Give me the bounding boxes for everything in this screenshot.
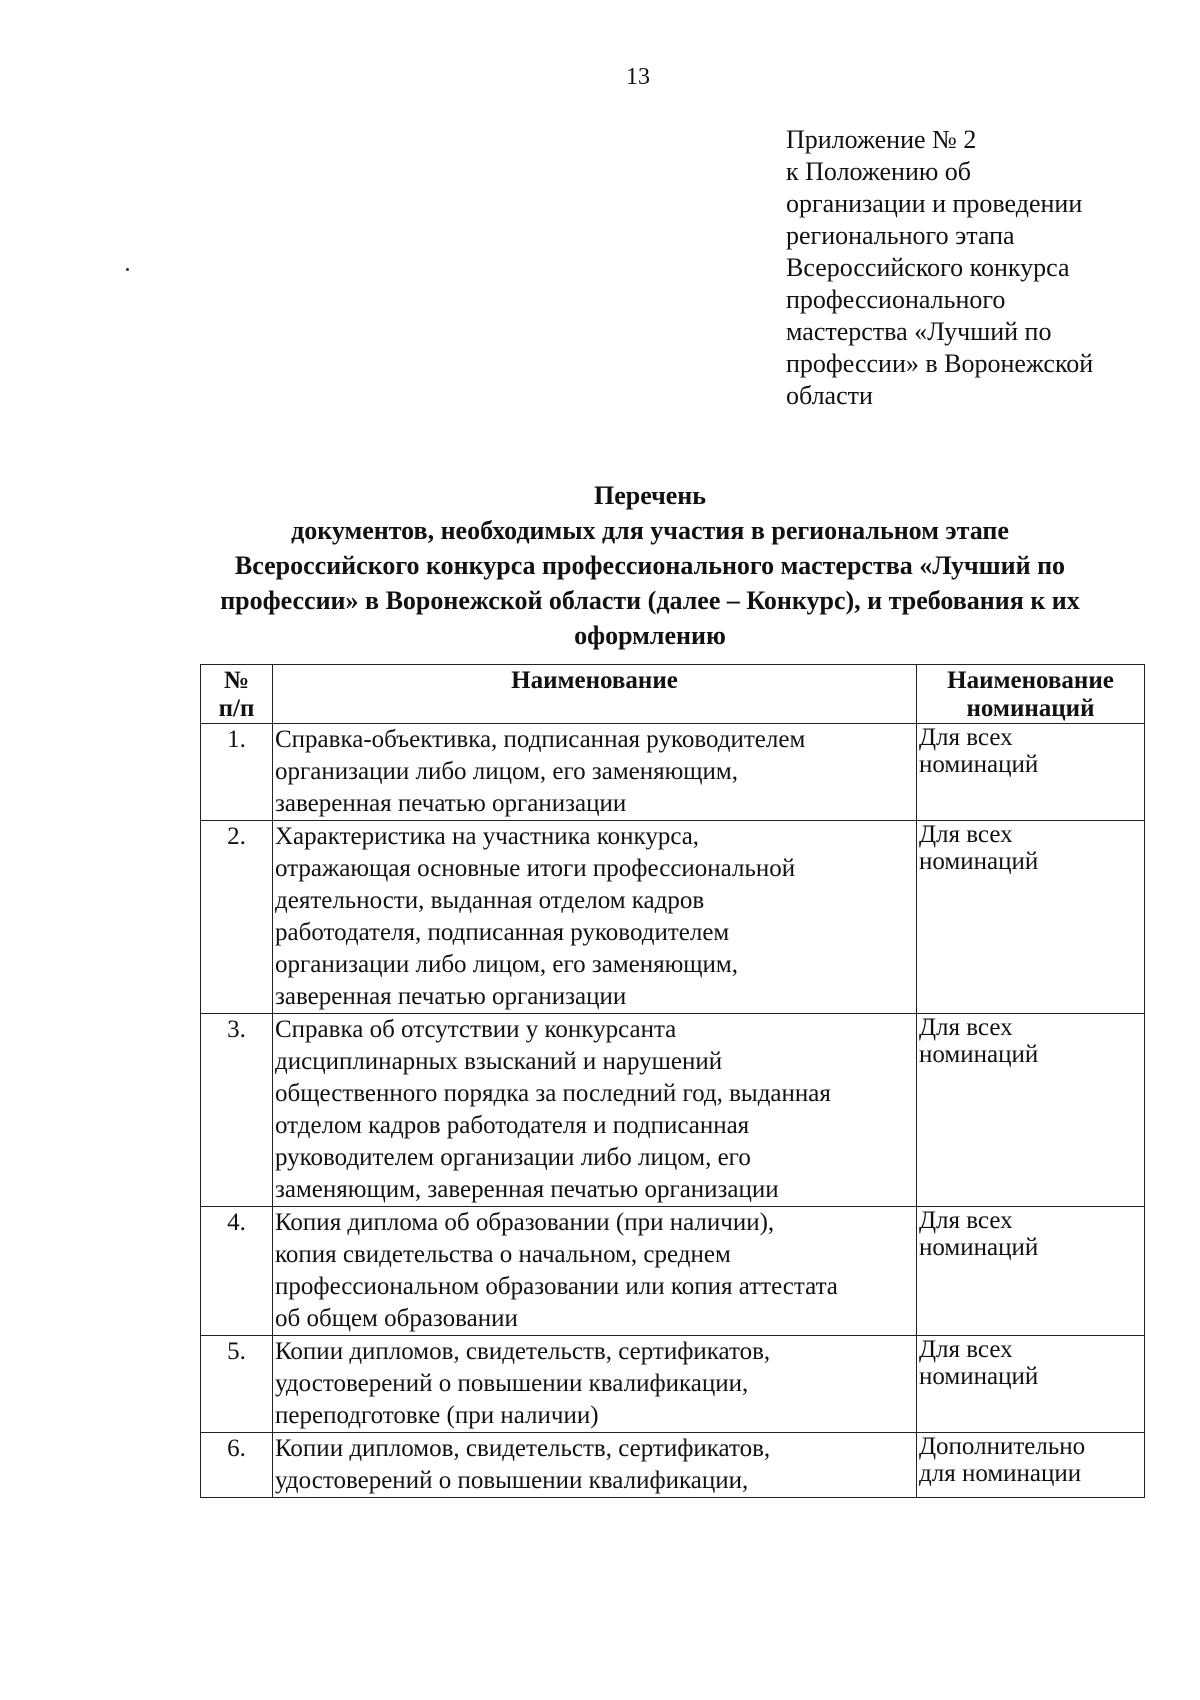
document-name-line: Копия диплома об образовании (при наличии), xyxy=(275,1209,775,1236)
document-name-line: профессиональном образовании или копия аттестата xyxy=(275,1273,838,1300)
document-name xyxy=(273,1336,917,1433)
title-line: профессии» в Воронежской области (далее – Конкурс), и требования к их xyxy=(220,586,1080,615)
document-name-line: Характеристика на участника конкурса, xyxy=(275,823,700,850)
nomination xyxy=(917,1433,1145,1498)
page-number: 13 xyxy=(626,64,650,90)
nomination-line: номинаций xyxy=(919,1041,1039,1068)
row-number: 2. xyxy=(201,821,273,1014)
header-name xyxy=(273,665,917,724)
appendix-reference xyxy=(786,124,1166,412)
nomination xyxy=(917,821,1145,1014)
nomination xyxy=(917,1336,1145,1433)
table-row xyxy=(201,1207,1145,1336)
document-title xyxy=(150,478,1150,653)
nomination xyxy=(917,1207,1145,1336)
nomination-line: для номинации xyxy=(919,1460,1082,1487)
document-name xyxy=(273,821,917,1014)
title-line: Всероссийского конкурса профессионального мастерства «Лучший по xyxy=(234,551,1066,580)
document-name-line: переподготовке (при наличии) xyxy=(275,1402,599,1429)
nomination-line: номинаций xyxy=(919,1363,1039,1390)
document-name-line: заверенная печатью организации xyxy=(275,790,627,817)
appendix-line: регионального этапа xyxy=(786,221,1015,250)
header-number-line: № xyxy=(223,667,250,694)
document-name-line: работодателя, подписанная руководителем xyxy=(275,919,730,946)
nomination-line: Для всех xyxy=(919,1014,1013,1041)
document-name-line: заменяющим, заверенная печатью организации xyxy=(275,1176,779,1203)
document-name xyxy=(273,1433,917,1498)
appendix-line: мастерства «Лучший по xyxy=(786,317,1052,346)
appendix-line: области xyxy=(786,381,873,410)
title-line: оформлению xyxy=(574,621,726,650)
row-number: 6. xyxy=(201,1433,273,1498)
appendix-line: к Положению об xyxy=(786,157,972,186)
nomination xyxy=(917,724,1145,821)
nomination-line: Для всех xyxy=(919,1336,1013,1363)
nomination-line: Для всех xyxy=(919,1207,1013,1234)
document-name-line: Копии дипломов, свидетельств, сертификатов, xyxy=(275,1338,771,1365)
document-name-line: организации либо лицом, его заменяющим, xyxy=(275,758,738,785)
scan-artifact-dot xyxy=(126,268,129,271)
table-body xyxy=(201,724,1145,1498)
nomination-line: номинаций xyxy=(919,1234,1039,1261)
document-name-line: Справка об отсутствии у конкурсанта xyxy=(275,1016,677,1043)
appendix-line: организации и проведении xyxy=(786,189,1083,218)
document-name-line: организации либо лицом, его заменяющим, xyxy=(275,951,738,978)
table-row xyxy=(201,1433,1145,1498)
table-row xyxy=(201,1336,1145,1433)
appendix-line: Всероссийского конкурса xyxy=(786,253,1070,282)
header-name-label: Наименование xyxy=(511,667,678,694)
row-number: 4. xyxy=(201,1207,273,1336)
title-line: Перечень xyxy=(593,481,707,510)
document-name-line: заверенная печатью организации xyxy=(275,983,627,1010)
nomination xyxy=(917,1014,1145,1207)
nomination-line: Дополнительно xyxy=(919,1433,1086,1460)
table-row xyxy=(201,821,1145,1014)
nomination-line: Для всех xyxy=(919,821,1013,848)
document-name-line: руководителем организации либо лицом, его xyxy=(275,1144,751,1171)
documents-table xyxy=(200,664,1145,1498)
header-number-line: п/п xyxy=(218,695,255,722)
appendix-line: профессионального xyxy=(786,285,1006,314)
document-name xyxy=(273,1207,917,1336)
document-name-line: отделом кадров работодателя и подписанная xyxy=(275,1112,750,1139)
document-name-line: Копии дипломов, свидетельств, сертификатов, xyxy=(275,1435,771,1462)
nomination-line: Для всех xyxy=(919,724,1013,751)
document-name-line: отражающая основные итоги профессиональной xyxy=(275,855,796,882)
document-name-line: дисциплинарных взысканий и нарушений xyxy=(275,1048,723,1075)
title-line: документов, необходимых для участия в региональном этапе xyxy=(291,516,1009,545)
header-nominations-line: Наименование xyxy=(947,667,1114,694)
row-number: 1. xyxy=(201,724,273,821)
nomination-line: номинаций xyxy=(919,848,1039,875)
table-row xyxy=(201,724,1145,821)
document-name-line: деятельности, выданная отделом кадров xyxy=(275,887,705,914)
document-name xyxy=(273,1014,917,1207)
header-nominations xyxy=(917,665,1145,724)
table-header-row xyxy=(201,665,1145,724)
appendix-line: профессии» в Воронежской xyxy=(786,349,1094,378)
appendix-line: Приложение № 2 xyxy=(786,125,977,154)
row-number: 3. xyxy=(201,1014,273,1207)
table-row xyxy=(201,1014,1145,1207)
nomination-line: номинаций xyxy=(919,751,1039,778)
header-nominations-line: номинаций xyxy=(966,695,1095,722)
document-name-line: удостоверений о повышении квалификации, xyxy=(275,1467,749,1494)
document-name-line: удостоверений о повышении квалификации, xyxy=(275,1370,749,1397)
document-name-line: Справка-объективка, подписанная руководителем xyxy=(275,726,806,753)
header-number xyxy=(201,665,273,724)
document-name-line: общественного порядка за последний год, выданная xyxy=(275,1080,831,1107)
document-name-line: копия свидетельства о начальном, среднем xyxy=(275,1241,731,1268)
document-name xyxy=(273,724,917,821)
document-name-line: об общем образовании xyxy=(275,1305,518,1332)
row-number: 5. xyxy=(201,1336,273,1433)
